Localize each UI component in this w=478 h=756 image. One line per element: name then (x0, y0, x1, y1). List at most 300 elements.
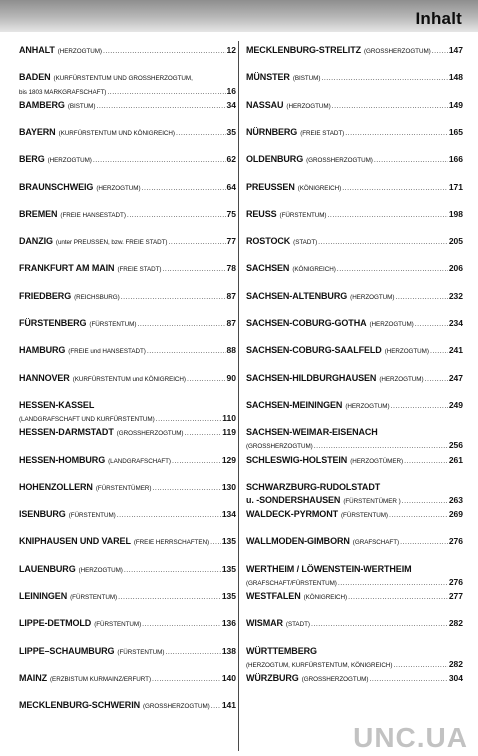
entry-name: SCHWARZBURG-RUDOLSTADT (246, 481, 381, 492)
leader-dots (415, 318, 448, 331)
toc-entry-line (246, 99, 463, 113)
entry-page-number: 130 (221, 481, 236, 492)
entry-qualifier: (KURFÜRSTENTUM UND KÖNIGREICH) (58, 129, 175, 137)
entry-name: OLDENBURG (246, 154, 304, 165)
toc-entry (246, 645, 463, 672)
entry-qualifier: (HERZOGTUM) (350, 293, 395, 301)
entry-qualifier: (BISTUM) (292, 75, 321, 83)
toc-entry-line (19, 399, 236, 412)
entry-page-number: 16 (226, 86, 236, 97)
toc-entry-line (19, 71, 236, 85)
leader-dots (142, 618, 221, 631)
toc-entry (19, 617, 236, 631)
toc-entry-line (19, 481, 236, 495)
toc-entry-line (246, 494, 463, 508)
entry-name: HOHENZOLLERN (19, 481, 93, 492)
toc-entry-line (19, 181, 236, 195)
leader-dots (342, 182, 448, 195)
toc-entry (19, 317, 236, 331)
entry-name: HANNOVER (19, 372, 70, 383)
leader-dots (137, 318, 225, 331)
leader-dots (121, 291, 226, 304)
entry-page-number: 77 (226, 236, 236, 247)
entry-page-number: 276 (448, 536, 463, 547)
toc-entry-line (19, 454, 236, 468)
toc-entry (246, 563, 463, 590)
entry-name: DANZIG (19, 236, 53, 247)
toc-entry (19, 71, 236, 99)
entry-page-number: 136 (221, 618, 236, 629)
entry-name: HESSEN-KASSEL (19, 399, 95, 410)
leader-dots (211, 700, 221, 713)
entry-name: WÜRZBURG (246, 672, 299, 683)
entry-name: SACHSEN-WEIMAR-EISENACH (246, 427, 378, 438)
toc-entry (246, 235, 463, 249)
entry-name: HESSEN-DARMSTADT (19, 427, 114, 438)
entry-page-number: 198 (448, 208, 463, 219)
entry-page-number: 249 (448, 399, 463, 410)
entry-name: MÜNSTER (246, 72, 290, 83)
entry-page-number: 171 (448, 181, 463, 192)
entry-page-number: 282 (448, 618, 463, 629)
toc-entry-line (246, 262, 463, 276)
leader-dots (393, 659, 447, 672)
leader-dots (318, 236, 448, 249)
entry-page-number: 134 (221, 509, 236, 520)
entry-page-number: 34 (226, 99, 236, 110)
toc-entry-line (246, 508, 463, 522)
leader-dots (118, 591, 221, 604)
toc-entry-line (19, 317, 236, 331)
entry-page-number: 148 (448, 72, 463, 83)
entry-page-number: 64 (226, 181, 236, 192)
entry-qualifier: (HERZOGTUM) (369, 321, 414, 328)
entry-page-number: 304 (448, 672, 463, 683)
entry-qualifier: (HERZOGTUM) (57, 48, 102, 55)
toc-entry (19, 590, 236, 604)
leader-dots (187, 373, 226, 386)
entry-page-number: 135 (221, 536, 236, 547)
toc-entry (246, 399, 463, 413)
entry-qualifier: (HERZOGTUM) (345, 402, 390, 410)
leader-dots (402, 495, 448, 508)
entry-name: FRIEDBERG (19, 290, 72, 301)
toc-entry-line (246, 481, 463, 494)
entry-name: WÜRTTEMBERG (246, 645, 317, 656)
entry-page-number: 62 (226, 154, 236, 165)
leader-dots (142, 182, 226, 195)
toc-entry (19, 563, 236, 577)
entry-name: BRAUNSCHWEIG (19, 181, 94, 192)
entry-qualifier: (STADT) (293, 239, 318, 247)
toc-entry-line (246, 672, 463, 686)
entry-qualifier-continued: (LANDGRAFSCHAFT UND KURFÜRSTENTUM) (19, 415, 155, 423)
entry-name: WERTHEIM / LÖWENSTEIN-WERTHEIM (246, 563, 412, 574)
entry-page-number: 234 (448, 318, 463, 328)
entry-qualifier: (GROSSHERZOGTUM) (301, 675, 369, 683)
toc-entry-line (246, 181, 463, 195)
entry-page-number: 135 (221, 591, 236, 601)
leader-dots (147, 345, 226, 358)
entry-qualifier: (FREIE HERRSCHAFTEN) (133, 539, 210, 547)
toc-entry (19, 126, 236, 140)
entry-qualifier: (FÜRSTENTUM) (279, 211, 327, 219)
entry-page-number: 138 (221, 645, 236, 656)
entry-page-number: 135 (221, 563, 236, 574)
entry-qualifier: (REICHSBURG) (74, 293, 120, 301)
leader-dots (172, 455, 221, 468)
toc-entry (246, 372, 463, 386)
toc-entry (19, 699, 236, 713)
entry-name: BADEN (19, 72, 51, 83)
entry-qualifier: (KURFÜRSTENTUM und KÖNIGREICH) (72, 375, 186, 383)
leader-dots (156, 413, 222, 426)
entry-name: WISMAR (246, 618, 283, 629)
entry-page-number: 87 (226, 290, 236, 301)
entry-qualifier: (HERZOGTÜMER) (350, 457, 404, 465)
toc-entry-line (19, 617, 236, 631)
entry-name-continued: u. -SONDERSHAUSEN (246, 494, 341, 505)
entry-name: HESSEN-HOMBURG (19, 454, 106, 465)
entry-qualifier: (FREIE STADT) (117, 266, 162, 274)
toc-entry-line (246, 563, 463, 576)
watermark: UNC.UA (353, 722, 468, 753)
leader-dots (168, 236, 225, 249)
entry-page-number: 269 (448, 509, 463, 520)
toc-entry (246, 590, 463, 604)
entry-page-number: 12 (226, 45, 236, 55)
leader-dots (107, 86, 225, 99)
entry-qualifier: (HERZOGTUM) (286, 102, 331, 110)
toc-entry-line (19, 590, 236, 604)
entry-name: ISENBURG (19, 509, 66, 520)
toc-entry (19, 290, 236, 304)
entry-qualifier: (FÜRSTENTUM) (89, 321, 137, 328)
entry-name: SACHSEN-ALTENBURG (246, 290, 348, 301)
toc-entry (246, 71, 463, 85)
entry-page-number: 90 (226, 372, 236, 383)
leader-dots (337, 263, 448, 276)
toc-entry (19, 672, 236, 686)
toc-entry-line (19, 44, 236, 58)
toc-entry (246, 672, 463, 686)
entry-page-number: 256 (448, 440, 463, 451)
entry-page-number: 241 (448, 345, 463, 356)
entry-qualifier: (GRAFSCHAFT) (352, 539, 400, 547)
toc-entry-line (246, 645, 463, 658)
entry-page-number: 263 (448, 494, 463, 505)
toc-entry-line (246, 439, 463, 453)
toc-entry (246, 481, 463, 508)
toc-entry (246, 617, 463, 631)
entry-name: MECKLENBURG-SCHWERIN (19, 700, 140, 711)
toc-entry-line (19, 699, 236, 713)
leader-dots (210, 536, 221, 549)
entry-qualifier: (GROSSHERZOGTUM) (116, 430, 184, 438)
toc-entry (19, 454, 236, 468)
entry-name: BERG (19, 154, 45, 165)
entry-name: NÜRNBERG (246, 126, 298, 137)
leader-dots (404, 455, 448, 468)
toc-entry-line (246, 590, 463, 604)
toc-entry (19, 181, 236, 195)
toc-entry-line (246, 208, 463, 222)
entry-page-number: 166 (448, 154, 463, 165)
toc-entry (19, 508, 236, 522)
toc-entry (19, 481, 236, 495)
toc-entry (19, 99, 236, 113)
entry-qualifier: (KURFÜRSTENTUM UND GROSSHERZOGTUM, (53, 75, 193, 83)
leader-dots (432, 45, 448, 58)
leader-dots (400, 536, 448, 549)
toc-entry (19, 426, 236, 440)
leader-dots (374, 154, 448, 167)
toc-entry-line (246, 454, 463, 468)
toc-entry (246, 426, 463, 453)
toc-entry-line (246, 126, 463, 140)
leader-dots (389, 509, 448, 522)
toc-entry (246, 508, 463, 522)
toc-entry (19, 44, 236, 58)
entry-page-number: 232 (448, 290, 463, 301)
entry-page-number: 276 (448, 576, 463, 587)
toc-entry-line (246, 426, 463, 439)
entry-name: NASSAU (246, 99, 284, 110)
leader-dots (369, 673, 447, 686)
entry-qualifier: (FREIE STADT) (300, 129, 345, 137)
entry-qualifier: (HERZOGTUM) (384, 348, 429, 356)
toc-entry (19, 645, 236, 659)
entry-qualifier: (FÜRSTENTÜMER) (95, 484, 152, 492)
toc-entry-line (246, 617, 463, 631)
entry-qualifier: (STADT) (285, 621, 310, 629)
leader-dots (391, 400, 448, 413)
entry-name: LIPPE–SCHAUMBURG (19, 645, 115, 656)
toc-entry-line (19, 426, 236, 440)
leader-dots (93, 154, 226, 167)
entry-name: BREMEN (19, 208, 58, 219)
entry-page-number: 75 (226, 208, 236, 219)
entry-page-number: 282 (448, 658, 463, 669)
entry-page-number: 141 (221, 700, 236, 711)
entry-qualifier: (GROSSHERZOGTUM) (364, 48, 431, 55)
entry-page-number: 205 (448, 236, 463, 247)
toc-entry-line (19, 262, 236, 276)
toc-entry (246, 208, 463, 222)
toc-entry-line (246, 658, 463, 672)
entry-qualifier: (KÖNIGREICH) (297, 184, 342, 192)
entry-name: MAINZ (19, 672, 47, 683)
entry-page-number: 261 (448, 454, 463, 465)
toc-entry-line (19, 344, 236, 358)
toc-entry (246, 454, 463, 468)
toc-entry-line (19, 126, 236, 140)
entry-name: ANHALT (19, 45, 55, 55)
toc-entry (19, 262, 236, 276)
toc-entry (246, 126, 463, 140)
entry-page-number: 87 (226, 318, 236, 328)
toc-entry-line (19, 290, 236, 304)
leader-dots (332, 100, 448, 113)
column-divider (238, 41, 239, 751)
leader-dots (176, 127, 226, 140)
toc-entry (19, 235, 236, 249)
entry-page-number: 149 (448, 99, 463, 110)
entry-name: LIPPE-DETMOLD (19, 618, 92, 629)
entry-qualifier: (HERZOGTUM) (96, 184, 141, 192)
entry-name: HAMBURG (19, 345, 66, 356)
entry-qualifier: (KÖNIGREICH) (292, 266, 336, 274)
leader-dots (127, 209, 226, 222)
entry-qualifier-continued: bis 1803 MARKGRAFSCHAFT) (19, 89, 107, 97)
leader-dots (311, 618, 448, 631)
toc-entry-line (19, 153, 236, 167)
toc-entry-line (246, 372, 463, 386)
entry-page-number: 206 (448, 263, 463, 274)
leader-dots (103, 45, 226, 58)
toc-entry-line (246, 535, 463, 549)
entry-name: ROSTOCK (246, 236, 291, 247)
entry-name: SACHSEN-MEININGEN (246, 399, 343, 410)
entry-qualifier: (FÜRSTENTUM) (70, 594, 118, 601)
entry-page-number: 277 (448, 591, 463, 601)
entry-qualifier: (unter PREUSSEN, bzw. FREIE STADT) (55, 239, 168, 247)
toc-entry-line (19, 645, 236, 659)
leader-dots (124, 564, 221, 577)
entry-qualifier: (GROSSHERZOGTUM) (143, 703, 210, 711)
toc-entry (246, 181, 463, 195)
toc-entry (19, 372, 236, 386)
toc-entry-line (19, 672, 236, 686)
toc-entry-line (246, 317, 463, 331)
leader-dots (321, 72, 447, 85)
entry-qualifier-continued: (FÜRSTENTÜMER ) (343, 497, 401, 505)
toc-entry-line (19, 208, 236, 222)
toc-entry (19, 153, 236, 167)
leader-dots (152, 482, 220, 495)
entry-name: WALLMODEN-GIMBORN (246, 536, 350, 547)
toc-entry (19, 535, 236, 549)
entry-page-number: 165 (448, 126, 463, 137)
leader-dots (314, 440, 448, 453)
entry-name: FÜRSTENBERG (19, 318, 87, 328)
entry-qualifier: (FÜRSTENTUM) (94, 621, 142, 629)
toc-entry-line (19, 235, 236, 249)
entry-qualifier: (FREIE und HANSESTADT) (68, 348, 146, 356)
entry-qualifier-continued: (GROSSHERZOGTUM) (246, 443, 313, 451)
entry-qualifier: (HERZOGTUM) (78, 566, 123, 574)
toc-entry-line (19, 563, 236, 577)
entry-page-number: 110 (222, 412, 236, 423)
entry-name: KNIPHAUSEN UND VAREL (19, 536, 131, 547)
toc-entry-line (19, 508, 236, 522)
toc-entry-line (19, 99, 236, 113)
entry-name: PREUSSEN (246, 181, 295, 192)
entry-qualifier: (LANDGRAFSCHAFT) (108, 457, 171, 465)
toc-entry (246, 153, 463, 167)
toc-entry (246, 262, 463, 276)
entry-qualifier: (KÖNIGREICH) (303, 594, 348, 601)
toc-entry (19, 344, 236, 358)
entry-name: MECKLENBURG-STRELITZ (246, 45, 361, 55)
leader-dots (338, 577, 448, 590)
entry-name: BAYERN (19, 126, 56, 137)
toc-entry (19, 208, 236, 222)
toc-entry-line (246, 576, 463, 590)
leader-dots (117, 509, 221, 522)
entry-qualifier: (FÜRSTENTUM) (68, 512, 116, 520)
toc-entry-line (246, 153, 463, 167)
entry-qualifier: (GROSSHERZOGTUM) (306, 157, 373, 165)
toc-entry (246, 99, 463, 113)
leader-dots (96, 100, 225, 113)
entry-page-number: 88 (226, 345, 236, 356)
entry-name: SACHSEN-COBURG-GOTHA (246, 318, 367, 328)
entry-qualifier: (HERZOGTUM) (47, 157, 92, 165)
entry-name: SACHSEN-HILDBURGHAUSEN (246, 372, 377, 383)
entry-name: LAUENBURG (19, 563, 76, 574)
entry-name: SACHSEN (246, 263, 290, 274)
toc-entry-line (19, 85, 236, 99)
entry-page-number: 129 (221, 454, 236, 465)
page-title: Inhalt (415, 9, 462, 28)
toc-entry-line (246, 71, 463, 85)
entry-name: BAMBERG (19, 99, 65, 110)
entry-name: LEININGEN (19, 591, 68, 601)
header-band (0, 0, 478, 32)
entry-name: WESTFALEN (246, 591, 301, 601)
leader-dots (430, 345, 448, 358)
leader-dots (395, 291, 447, 304)
toc-entry-line (246, 290, 463, 304)
toc-entry (246, 535, 463, 549)
entry-page-number: 247 (448, 372, 463, 383)
toc-entry (246, 317, 463, 331)
entry-name: REUSS (246, 208, 277, 219)
toc-entry-line (246, 344, 463, 358)
entry-qualifier-continued: (GRAFSCHAFT/FÜRSTENTUM) (246, 579, 337, 587)
entry-qualifier: (ERZBISTUM KURMAINZ/ERFURT) (50, 675, 152, 683)
leader-dots (425, 373, 448, 386)
toc-entry (19, 399, 236, 426)
leader-dots (162, 263, 225, 276)
toc-entry-line (246, 399, 463, 413)
entry-qualifier: (FÜRSTENTUM) (341, 512, 388, 520)
entry-page-number: 119 (222, 427, 236, 438)
entry-page-number: 78 (226, 263, 236, 274)
entry-name: SCHLESWIG-HOLSTEIN (246, 454, 348, 465)
toc-entry (246, 344, 463, 358)
entry-name: FRANKFURT AM MAIN (19, 263, 115, 274)
toc-entry-line (246, 44, 463, 58)
leader-dots (345, 127, 448, 140)
toc-entry (246, 290, 463, 304)
entry-qualifier: (FREIE HANSESTADT) (60, 211, 126, 219)
toc-entry (246, 44, 463, 58)
entry-page-number: 140 (221, 672, 236, 683)
leader-dots (152, 673, 221, 686)
leader-dots (165, 646, 220, 659)
leader-dots (184, 427, 221, 440)
entry-qualifier: (HERZOGTUM) (379, 375, 424, 383)
toc-entry-line (19, 412, 236, 426)
toc-entry-line (19, 535, 236, 549)
entry-qualifier-continued: (HERZOGTUM, KURFÜRSTENTUM, KÖNIGREICH) (246, 661, 393, 669)
toc-entry-line (19, 372, 236, 386)
entry-name: SACHSEN-COBURG-SAALFELD (246, 345, 382, 356)
leader-dots (327, 209, 447, 222)
toc-entry-line (246, 235, 463, 249)
